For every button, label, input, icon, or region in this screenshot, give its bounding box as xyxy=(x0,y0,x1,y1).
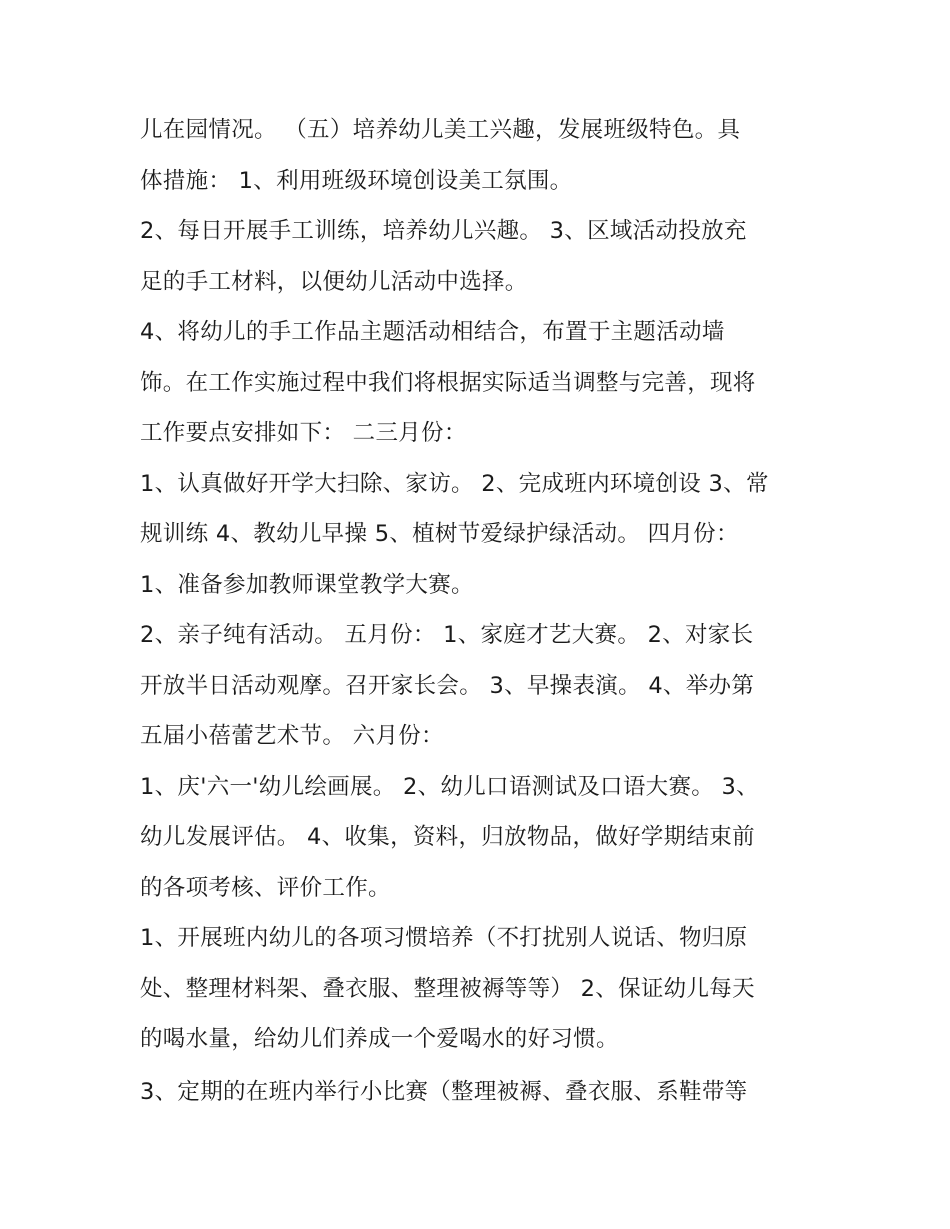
text-line: 儿在园情况。 （五）培养幼儿美工兴趣，发展班级特色。具 xyxy=(140,117,741,143)
text-line: 的喝水量，给幼儿们养成一个爱喝水的好习惯。 xyxy=(140,1026,619,1052)
text-line: 1、开展班内幼儿的各项习惯培养（不打扰别人说话、物归原 xyxy=(140,925,748,951)
text-line: 开放半日活动观摩。召开家长会。 3、早操表演。 4、举办第 xyxy=(140,673,755,699)
text-line: 4、将幼儿的手工作品主题活动相结合，布置于主题活动墙 xyxy=(140,319,725,345)
text-line: 1、庆'六一'幼儿绘画展。 2、幼儿口语测试及口语大赛。 3、 xyxy=(140,774,759,800)
text-line: 1、认真做好开学大扫除、家访。 2、完成班内环境创设 3、常 xyxy=(140,471,769,497)
text-line: 3、定期的在班内举行小比赛（整理被褥、叠衣服、系鞋带等 xyxy=(140,1079,748,1105)
text-line: 处、整理材料架、叠衣服、整理被褥等等） 2、保证幼儿每天 xyxy=(140,976,755,1002)
text-line: 饰。在工作实施过程中我们将根据实际适当调整与完善，现将 xyxy=(140,370,756,396)
text-line: 1、准备参加教师课堂教学大赛。 xyxy=(140,572,474,598)
text-line: 2、亲子纯有活动。 五月份： 1、家庭才艺大赛。 2、对家长 xyxy=(140,622,754,648)
text-line: 足的手工材料，以便幼儿活动中选择。 xyxy=(140,269,528,295)
text-line: 2、每日开展手工训练，培养幼儿兴趣。 3、区域活动投放充 xyxy=(140,218,747,244)
text-line: 规训练 4、教幼儿早操 5、植树节爱绿护绿活动。 四月份： xyxy=(140,521,739,547)
text-line: 幼儿发展评估。 4、收集，资料，归放物品，做好学期结束前 xyxy=(140,824,755,850)
text-line: 工作要点安排如下： 二三月份： xyxy=(140,420,467,446)
text-line: 的各项考核、评价工作。 xyxy=(140,875,391,901)
text-line: 五届小蓓蕾艺术节。 六月份： xyxy=(140,723,444,749)
text-line: 体措施： 1、利用班级环境创设美工氛围。 xyxy=(140,168,573,194)
